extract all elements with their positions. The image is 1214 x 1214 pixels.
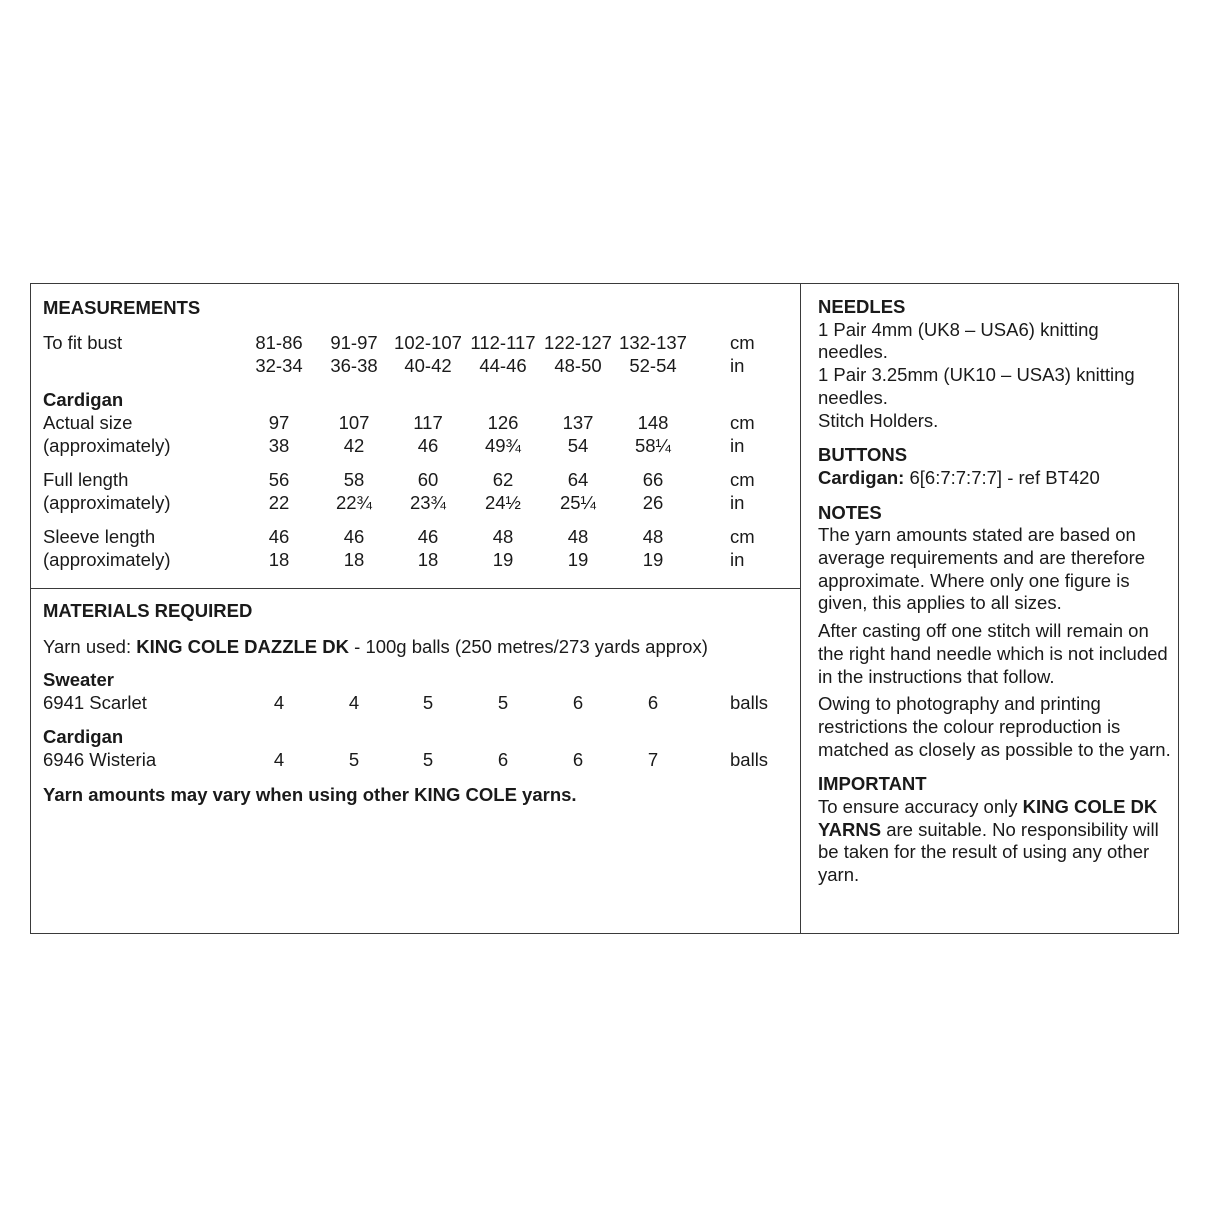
unit-cm: cm <box>730 412 755 433</box>
important-text <box>818 796 1173 887</box>
balls-cell: 5 <box>422 692 434 713</box>
size-cell: 36-38 <box>330 355 378 376</box>
value-cell: 137 <box>562 412 594 433</box>
pattern-info-box <box>30 283 1179 934</box>
value-cell: 148 <box>637 412 669 433</box>
value-cell: 24½ <box>484 492 521 513</box>
material-shade: 6941 Scarlet <box>43 692 147 713</box>
balls-cell: 4 <box>348 692 360 713</box>
size-cell: 44-46 <box>479 355 527 376</box>
value-cell: 23¾ <box>409 492 446 513</box>
value-cell: 19 <box>567 549 589 570</box>
needles-line: Stitch Holders. <box>818 409 939 431</box>
cardigan-heading: Cardigan <box>43 389 124 410</box>
unit-in: in <box>730 549 745 570</box>
size-cell: 91-97 <box>330 332 378 353</box>
unit-balls: balls <box>730 749 769 770</box>
balls-cell: 6 <box>572 692 584 713</box>
important-post: are suitable. No responsibility will be taken for the result of using any other yarn. <box>818 818 1159 886</box>
size-cell: 48-50 <box>554 355 602 376</box>
row-sublabel: (approximately) <box>43 435 171 456</box>
value-cell: 38 <box>268 435 290 456</box>
unit-cm: cm <box>730 332 755 353</box>
notes-paragraph: Owing to photography and printing restrictions the colour reproduction is matched as closely as possible to the yarn. <box>818 693 1171 760</box>
buttons-heading: BUTTONS <box>818 444 908 466</box>
balls-cell: 4 <box>273 692 285 713</box>
value-cell: 46 <box>343 526 365 547</box>
row-label: Sleeve length <box>43 526 156 547</box>
value-cell: 26 <box>642 492 664 513</box>
material-shade: 6946 Wisteria <box>43 749 157 770</box>
section-divider <box>31 588 801 589</box>
yarn-amount-note: Yarn amounts may vary when using other KING COLE yarns. <box>43 784 577 805</box>
buttons-label: Cardigan: <box>818 466 905 488</box>
row-label: Full length <box>43 469 129 490</box>
buttons-value: 6[6:7:7:7:7] - ref BT420 <box>904 466 1100 488</box>
size-cell: 102-107 <box>394 332 462 353</box>
yarn-name: KING COLE DAZZLE DK <box>136 636 349 657</box>
yarn-prefix: Yarn used: <box>43 636 137 657</box>
value-cell: 126 <box>487 412 519 433</box>
value-cell: 66 <box>642 469 664 490</box>
value-cell: 49¾ <box>484 435 521 456</box>
value-cell: 18 <box>417 549 439 570</box>
size-cell: 112-117 <box>470 332 536 353</box>
important-bold: KING COLE DK YARNS <box>818 796 1158 840</box>
yarn-suffix: - 100g balls (250 metres/273 yards approx) <box>349 636 708 657</box>
needles-line: 1 Pair 4mm (UK8 – USA6) knitting needles. <box>818 318 1099 363</box>
needles-line: 1 Pair 3.25mm (UK10 – USA3) knitting needles. <box>818 364 1135 408</box>
balls-cell: 5 <box>422 749 434 770</box>
value-cell: 64 <box>567 469 589 490</box>
needles-heading: NEEDLES <box>818 296 906 317</box>
value-cell: 54 <box>567 435 589 456</box>
buttons-line <box>818 467 1173 490</box>
unit-in: in <box>730 492 745 513</box>
important-heading: IMPORTANT <box>818 773 927 795</box>
row-label: Actual size <box>43 412 133 433</box>
value-cell: 48 <box>642 526 664 547</box>
value-cell: 97 <box>268 412 290 433</box>
notes-heading: NOTES <box>818 501 882 523</box>
balls-cell: 5 <box>348 749 360 770</box>
size-cell: 132-137 <box>619 332 687 353</box>
size-cell: 122-127 <box>544 332 612 353</box>
value-cell: 19 <box>492 549 514 570</box>
balls-cell: 4 <box>273 749 285 770</box>
row-sublabel: (approximately) <box>43 492 171 513</box>
size-cell: 81-86 <box>255 332 303 353</box>
material-title: Sweater <box>43 669 114 690</box>
value-cell: 117 <box>413 412 443 433</box>
important-pre: To ensure accuracy only <box>818 796 1023 818</box>
unit-in: in <box>730 435 745 456</box>
notes-paragraph: After casting off one stitch will remain on the right hand needle which is not included in the instructions that follow. <box>818 620 1168 687</box>
unit-cm: cm <box>730 526 755 547</box>
value-cell: 62 <box>492 469 514 490</box>
size-cell: 40-42 <box>404 355 452 376</box>
value-cell: 19 <box>642 549 664 570</box>
value-cell: 22 <box>268 492 290 513</box>
size-cell: 32-34 <box>255 355 303 376</box>
value-cell: 48 <box>567 526 589 547</box>
value-cell: 56 <box>268 469 290 490</box>
yarn-used-line <box>43 636 708 658</box>
balls-cell: 6 <box>572 749 584 770</box>
value-cell: 48 <box>492 526 514 547</box>
bust-label: To fit bust <box>43 332 123 353</box>
unit-in: in <box>730 355 745 376</box>
value-cell: 22¾ <box>335 492 372 513</box>
balls-cell: 6 <box>497 749 509 770</box>
balls-cell: 5 <box>497 692 509 713</box>
value-cell: 58¼ <box>634 435 671 456</box>
row-sublabel: (approximately) <box>43 549 171 570</box>
unit-balls: balls <box>730 692 769 713</box>
column-divider <box>800 284 801 933</box>
materials-heading: MATERIALS REQUIRED <box>43 600 253 621</box>
value-cell: 46 <box>417 435 439 456</box>
value-cell: 25¼ <box>559 492 596 513</box>
balls-cell: 6 <box>647 692 659 713</box>
value-cell: 18 <box>343 549 365 570</box>
value-cell: 107 <box>338 412 370 433</box>
value-cell: 58 <box>343 469 365 490</box>
value-cell: 60 <box>417 469 439 490</box>
value-cell: 46 <box>268 526 290 547</box>
balls-cell: 7 <box>647 749 659 770</box>
value-cell: 46 <box>417 526 439 547</box>
value-cell: 42 <box>343 435 365 456</box>
measurements-heading: MEASUREMENTS <box>43 297 201 318</box>
size-cell: 52-54 <box>629 355 677 376</box>
material-title: Cardigan <box>43 726 124 747</box>
right-column <box>818 296 1173 887</box>
unit-cm: cm <box>730 469 755 490</box>
value-cell: 18 <box>268 549 290 570</box>
notes-paragraph: The yarn amounts stated are based on average requirements and are therefore approximate. Where only one figure is given, this applies to all sizes. <box>818 524 1146 614</box>
